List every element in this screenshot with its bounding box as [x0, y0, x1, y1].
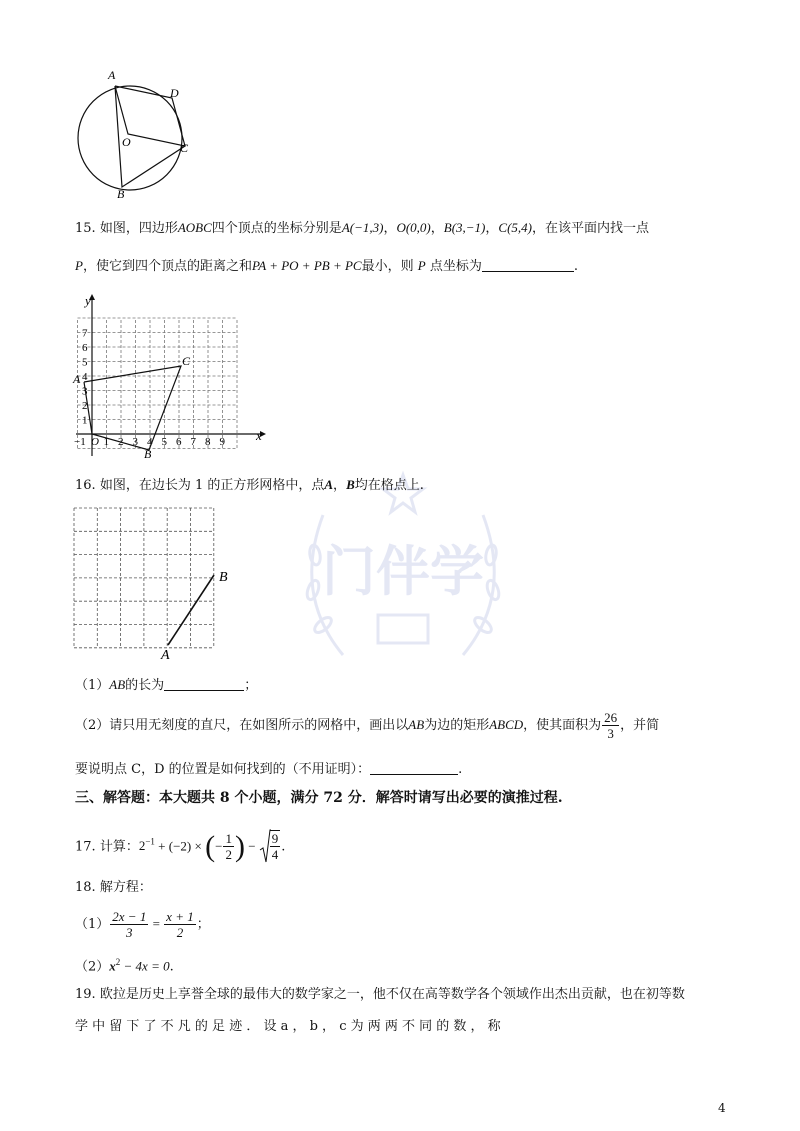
- y-tick-label: 7: [82, 327, 88, 340]
- q17-sqrt: [259, 827, 282, 867]
- q18-p2-exp: 2: [115, 957, 121, 967]
- q16-p2-text: ，使其面积为: [523, 718, 602, 733]
- y-tick-label: 5: [82, 356, 88, 369]
- q17-number: 17.: [75, 839, 96, 855]
- watermark-text: 门伴学: [322, 540, 484, 603]
- q16-text: 均在格点上.: [354, 478, 424, 493]
- x-tick-label: 9: [219, 436, 225, 448]
- q15-text: 四个顶点的坐标分别是: [211, 221, 342, 236]
- q15-sep: ，: [485, 221, 499, 236]
- y-tick-label: 6: [82, 342, 88, 354]
- q16-sep: ，: [333, 478, 347, 493]
- q17-line: [75, 822, 285, 867]
- x-tick-label: 4: [147, 436, 153, 448]
- frac-den: 4: [271, 847, 279, 863]
- section3-heading: 三、解答题：本大题共 8 个小题，满分 72 分．解答时请写出必要的演推过程.: [75, 790, 563, 806]
- q18-eq: =: [149, 916, 164, 931]
- q18-p1-end: ；: [196, 917, 210, 932]
- q17-fraction: [223, 831, 234, 862]
- x-tick-label: 2: [118, 436, 124, 448]
- label-o: O: [122, 135, 131, 149]
- segment-ab: [168, 575, 214, 645]
- q15-answer-blank[interactable]: [482, 257, 574, 272]
- q18-left-fraction: [110, 909, 148, 940]
- frac-num: 2x − 1: [112, 909, 147, 924]
- q19-text: 欧拉是历史上享誉全球的最伟大的数学家之一，他不仅在高等数学各个领域作出杰出贡献，也在初等数: [99, 987, 685, 1002]
- graph-label-c: C: [182, 354, 191, 368]
- q17-paren-close: ): [234, 829, 245, 863]
- q16-p2-text: ，并简: [620, 718, 660, 733]
- q18-part1: [75, 904, 210, 945]
- q15-text: 最小，则: [361, 259, 414, 274]
- y-tick-label: 3: [82, 385, 88, 398]
- q16-p2-text: 请只用无刻度的直尺，在如图所示的网格中，画出以: [109, 718, 409, 733]
- q15-quad: AOBC: [177, 220, 212, 235]
- q17-plus: +: [154, 838, 169, 854]
- graph-label-a: A: [73, 372, 81, 386]
- origin-label: O: [91, 436, 99, 448]
- q18-number: 18.: [75, 880, 96, 895]
- q15-text: ，在该平面内找一点: [532, 221, 650, 236]
- q15-sep: ，: [430, 221, 444, 236]
- x-tick-label: 7: [190, 436, 196, 448]
- q18-part2: [75, 952, 174, 977]
- x-tick-label: 8: [205, 436, 211, 448]
- frac-num: 26: [604, 710, 618, 725]
- q17-t1-exp: −1: [145, 837, 155, 847]
- q16-p1-label: （1）: [75, 678, 110, 693]
- q15-p: P: [417, 258, 426, 273]
- y-tick-label: 1: [82, 414, 88, 427]
- q15-point-b: B(3,−1): [443, 220, 486, 235]
- label-c: C: [180, 141, 189, 155]
- q15-coordinate-graph: [72, 290, 272, 462]
- label-d: D: [170, 86, 179, 100]
- graph-label-b: B: [144, 447, 152, 461]
- q16-p1-end: ；: [244, 678, 258, 693]
- q17-sqrt-fraction: [270, 830, 281, 862]
- q19-line1: [75, 985, 685, 1005]
- q17-end: .: [281, 839, 286, 855]
- q16-square-grid: [72, 505, 242, 663]
- q15-text: 点坐标为: [429, 259, 482, 274]
- q16-p2-ab: AB: [408, 717, 425, 732]
- q18-p1-label: （1）: [75, 917, 110, 932]
- q18-p2-label: （2）: [75, 959, 110, 975]
- q16-p2-abcd: ABCD: [489, 717, 524, 732]
- q18-line: [75, 878, 152, 898]
- q15-text: ，使它到四个顶点的距离之和: [82, 259, 252, 274]
- q16-p1-ab: AB: [109, 677, 126, 692]
- q15-sep: ，: [383, 221, 397, 236]
- q15-end: .: [573, 259, 578, 274]
- circle-figure: [70, 64, 200, 209]
- frac-den: 2: [176, 925, 184, 940]
- q16-p2-text: 要说明点 C，D 的位置是如何找到的（不用证明）：: [75, 762, 371, 777]
- q16-point-a: A: [324, 477, 334, 492]
- q15-number: 15.: [75, 221, 96, 236]
- q19-number: 19.: [75, 987, 96, 1002]
- q16-p1-text: 的长为: [125, 678, 165, 693]
- q17-times: ×: [191, 838, 206, 854]
- frac-den: 2: [225, 847, 232, 863]
- q15-expr: PA + PO + PB + PC: [251, 258, 362, 273]
- q16-text: 如图，在边长为 1 的正方形网格中，点: [99, 478, 325, 493]
- frac-num: 9: [271, 831, 279, 847]
- q16-p2-answer-blank[interactable]: [370, 760, 458, 775]
- tick-neg-one: −1: [74, 436, 86, 448]
- y-tick-label: 2: [82, 400, 88, 412]
- label-b: B: [117, 187, 125, 201]
- q17-term1: [139, 838, 155, 853]
- q15-point-a: A(−1,3): [341, 220, 384, 235]
- frac-den: 3: [607, 726, 614, 741]
- x-tick-label: 6: [176, 436, 182, 448]
- frac-num: 1: [225, 831, 232, 847]
- q15-line1: [75, 218, 649, 239]
- q16-number: 16.: [75, 478, 96, 493]
- q16-part2-line1: [75, 708, 659, 743]
- label-a: A: [108, 68, 116, 82]
- x-tick-label: 5: [161, 436, 167, 448]
- q17-term2: (−2): [168, 838, 192, 854]
- grid-label-b: B: [219, 570, 228, 585]
- q17-label: 计算：: [99, 839, 139, 855]
- q17-minus: −: [244, 838, 259, 854]
- q16-part2-line2: [75, 760, 462, 780]
- q17-paren-open: (: [205, 829, 216, 863]
- q16-point-b: B: [346, 477, 355, 492]
- q16-part1: [75, 675, 257, 696]
- q15-point-c: C(5,4): [498, 220, 532, 235]
- q17-t1-base: 2: [138, 838, 146, 854]
- q16-line: [75, 475, 424, 496]
- q16-p2-end: .: [458, 762, 463, 777]
- frac-num: x + 1: [166, 909, 194, 924]
- q18-label: 解方程：: [99, 880, 152, 895]
- q17-neg: −: [215, 838, 223, 854]
- q19-line2: 学 中 留 下 了 不 凡 的 足 迹 ． 设 a ， b ， c 为 两 两 不 同 的 数 ， 称: [75, 1019, 501, 1034]
- q15-point-o: O(0,0): [396, 220, 431, 235]
- y-axis-label: y: [85, 293, 91, 308]
- page-number: 4: [718, 1101, 726, 1115]
- q16-p2-text: 为边的矩形: [424, 718, 490, 733]
- q18-p2-end: .: [169, 959, 174, 975]
- frac-den: 3: [126, 925, 133, 940]
- q16-p1-answer-blank[interactable]: [164, 676, 244, 691]
- x-tick-label: 3: [132, 436, 138, 448]
- q16-p2-label: （2）: [75, 718, 110, 733]
- q18-p2-x: x: [109, 958, 116, 974]
- q15-text: 如图，四边形: [99, 221, 178, 236]
- y-tick-label: 4: [82, 371, 88, 383]
- grid-label-a: A: [161, 648, 170, 663]
- q15-line2: [75, 256, 578, 277]
- x-tick-label: 1: [103, 436, 109, 448]
- q15-p: P: [75, 258, 83, 273]
- x-axis-label: x: [256, 428, 262, 443]
- q16-area-fraction: [602, 710, 619, 741]
- q18-p2-rest: − 4x = 0: [120, 958, 170, 974]
- q18-right-fraction: [164, 909, 196, 940]
